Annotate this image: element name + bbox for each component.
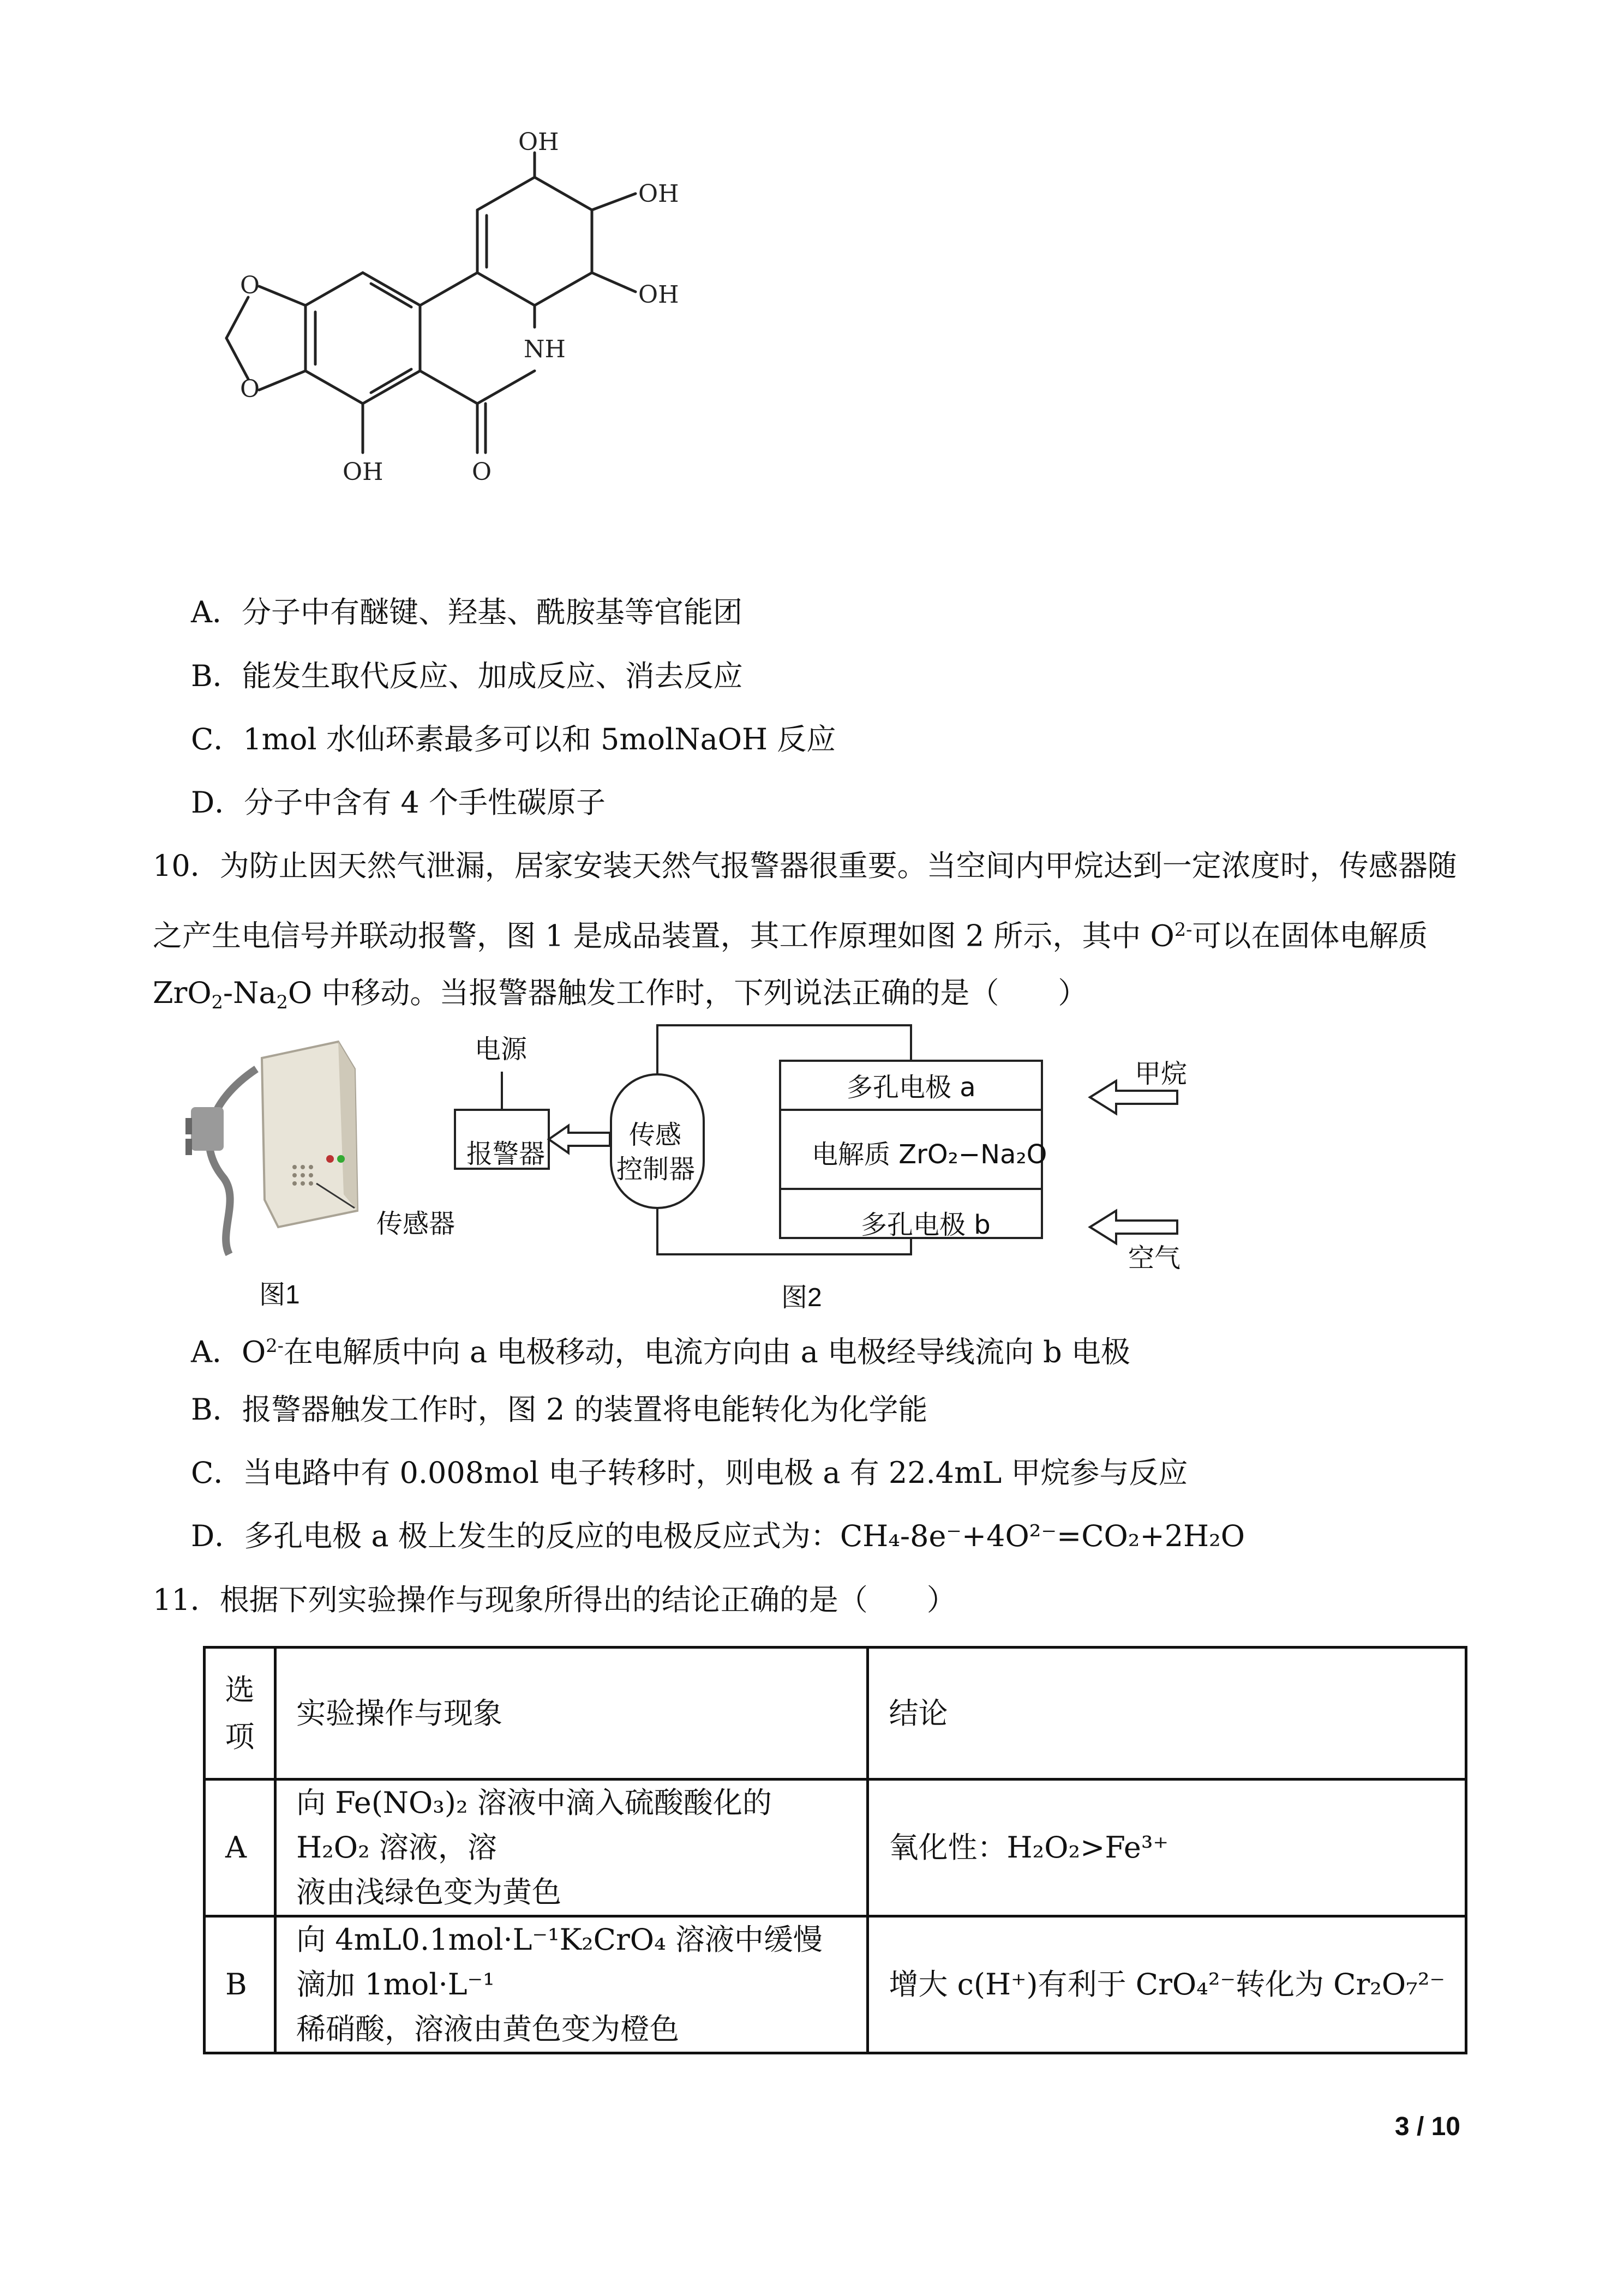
structural-formula xyxy=(142,128,731,556)
q10-option-c: C．当电路中有 0.008mol 电子转移时，则电极 a 有 22.4mL 甲烷参与反应 xyxy=(191,1456,1188,1490)
fig1-sensor-label: 传感器 xyxy=(376,1209,456,1239)
q10-option-a: A．$O^{2-}$在电解质中向 a 电极移动，电流方向由 a 电极经导线流向 b 电极 xyxy=(191,1335,1130,1369)
q10-option-d: D．多孔电极 a 极上发生的反应的电极反应式为：CH₄-8e⁻+4O²⁻=CO₂+2H₂O xyxy=(191,1519,1245,1553)
row-b-conclusion: 增大 c(H⁺)有利于 CrO₄²⁻转化为 Cr₂O₇²⁻ xyxy=(868,1916,1466,2053)
row-a-option: A xyxy=(205,1780,275,1916)
table-header-row xyxy=(205,1648,1466,1780)
air-label: 空气 xyxy=(1128,1243,1181,1273)
q9-option-d: D．分子中含有 4 个手性碳原子 xyxy=(191,785,606,820)
q10-option-b: B．报警器触发工作时，图 2 的装置将电能转化为化学能 xyxy=(191,1392,928,1427)
oh-top-label: OH xyxy=(518,128,559,156)
fig1-caption: 图1 xyxy=(259,1281,300,1309)
alarm-label: 报警器 xyxy=(466,1139,546,1169)
header-operation: 实验操作与现象 xyxy=(275,1648,868,1780)
q9-option-a: A．分子中有醚键、羟基、酰胺基等官能团 xyxy=(191,595,742,629)
page-number: 3 / 10 xyxy=(1394,2112,1460,2141)
q10-stem-line3: $ZrO_2-Na_2O$ 中移动。当报警器触发工作时，下列说法正确的是（ ） xyxy=(153,976,1088,1013)
fig2-caption: 图2 xyxy=(781,1283,822,1312)
row-b-operation: 向 4mL0.1mol·L⁻¹K₂CrO₄ 溶液中缓慢滴加 1mol·L⁻¹ 稀硝酸，溶液由黄色变为橙色 xyxy=(275,1916,868,2053)
carbonyl-o-label: O xyxy=(472,458,492,486)
table-row xyxy=(205,1780,1466,1916)
methane-label: 甲烷 xyxy=(1135,1059,1188,1089)
table-row xyxy=(205,1916,1466,2053)
experiment-table xyxy=(203,1646,1467,2054)
o-lower-label: O xyxy=(240,375,260,403)
q9-option-c: C．1mol 水仙环素最多可以和 5molNaOH 反应 xyxy=(191,722,836,756)
nh-label: NH xyxy=(524,335,566,363)
electrode-b-label: 多孔电极 b xyxy=(861,1210,991,1240)
row-b-option: B xyxy=(205,1916,275,2053)
header-option: 选项 xyxy=(205,1648,275,1780)
row-a-operation: 向 Fe(NO₃)₂ 溶液中滴入硫酸酸化的 H₂O₂ 溶液，溶 液由浅绿色变为黄色 xyxy=(275,1780,868,1916)
electrolyte-label: 电解质 ZrO₂−Na₂O xyxy=(812,1139,1047,1170)
oh-bottom-label: OH xyxy=(343,458,383,486)
header-conclusion: 结论 xyxy=(868,1648,1466,1780)
power-label: 电源 xyxy=(475,1034,528,1065)
q9-option-b: B．能发生取代反应、加成反应、消去反应 xyxy=(191,659,743,693)
o-upper-label: O xyxy=(240,272,260,299)
oh-right-label-2: OH xyxy=(638,281,679,309)
q10-stem-line2: 之产生电信号并联动报警，图 1 是成品装置，其工作原理如图 2 所示，其中 $O^{2-}$可以在固体电解质 xyxy=(153,918,1428,953)
controller-label-line1: 传感 xyxy=(629,1120,682,1150)
row-a-conclusion: 氧化性：H₂O₂>Fe³⁺ xyxy=(868,1780,1466,1916)
q11-stem: 11．根据下列实验操作与现象所得出的结论正确的是（ ） xyxy=(153,1583,956,1617)
q10-stem-line1: 10．为防止因天然气泄漏，居家安装天然气报警器很重要。当空间内甲烷达到一定浓度时，传感器随 xyxy=(153,849,1457,883)
controller-label-line2: 控制器 xyxy=(616,1154,696,1185)
electrode-a-label: 多孔电极 a xyxy=(847,1072,976,1103)
oh-right-label-1: OH xyxy=(638,180,679,208)
